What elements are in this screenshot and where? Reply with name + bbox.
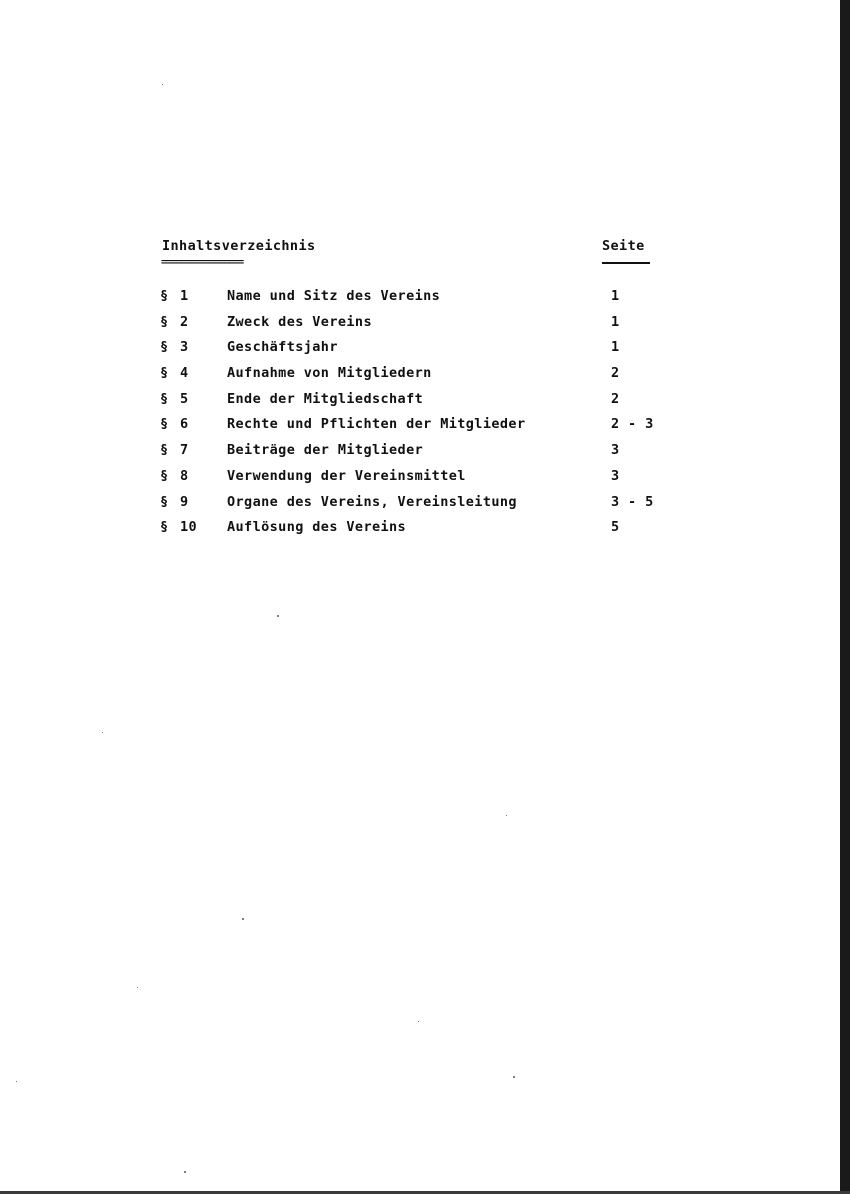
section-title: Geschäftsjahr <box>227 339 338 356</box>
section-number: 9 <box>180 493 189 510</box>
section-title: Aufnahme von Mitgliedern <box>227 365 432 382</box>
scan-speck <box>162 84 163 85</box>
scan-border-right <box>840 0 850 1194</box>
section-pages: 2 - 3 <box>611 416 654 433</box>
toc-header <box>160 236 680 284</box>
section-symbol: § <box>160 416 169 433</box>
toc-list <box>160 288 680 545</box>
page-column-underline <box>602 262 650 264</box>
section-symbol: § <box>160 519 169 536</box>
section-symbol: § <box>160 390 169 407</box>
section-symbol: § <box>160 442 169 459</box>
scan-speck <box>184 1171 186 1173</box>
table-of-contents <box>160 236 680 536</box>
section-title: Rechte und Pflichten der Mitglieder <box>227 416 526 433</box>
section-pages: 3 <box>611 442 620 459</box>
section-symbol: § <box>160 288 169 304</box>
toc-entry <box>160 288 680 314</box>
section-number: 5 <box>180 390 189 407</box>
section-title: Zweck des Vereins <box>227 313 372 330</box>
scan-speck <box>102 732 103 733</box>
section-symbol: § <box>160 467 169 484</box>
section-pages: 1 <box>611 339 620 356</box>
section-pages: 2 <box>611 365 620 382</box>
toc-entry <box>160 339 680 365</box>
section-symbol: § <box>160 493 169 510</box>
section-pages: 5 <box>611 519 620 536</box>
scan-speck <box>16 1081 17 1082</box>
toc-entry <box>160 416 680 442</box>
toc-entry <box>160 494 680 520</box>
scan-speck <box>513 1076 515 1078</box>
toc-entry <box>160 365 680 391</box>
section-symbol: § <box>160 339 169 356</box>
section-title: Verwendung der Vereinsmittel <box>227 467 466 484</box>
section-pages: 3 <box>611 467 620 484</box>
section-title: Organe des Vereins, Vereinsleitung <box>227 493 517 510</box>
section-title: Auflösung des Vereins <box>227 519 407 536</box>
section-pages: 2 <box>611 390 620 407</box>
section-title: Beiträge der Mitglieder <box>227 442 424 459</box>
toc-entry <box>160 314 680 340</box>
toc-entry <box>160 391 680 417</box>
scan-speck <box>418 1021 419 1022</box>
section-number: 7 <box>180 442 189 459</box>
scan-speck <box>506 815 507 816</box>
scan-speck <box>137 987 138 988</box>
toc-title: Inhaltsverzeichnis <box>162 238 316 254</box>
section-number: 8 <box>180 467 189 484</box>
section-title: Ende der Mitgliedschaft <box>227 390 424 407</box>
scan-speck <box>242 918 244 920</box>
section-number: 10 <box>180 519 198 536</box>
toc-entry <box>160 442 680 468</box>
section-number: 4 <box>180 365 189 382</box>
section-symbol: § <box>160 365 169 382</box>
toc-entry <box>160 468 680 494</box>
section-pages: 1 <box>611 313 620 330</box>
section-number: 2 <box>180 313 189 330</box>
scan-speck <box>277 615 279 617</box>
section-number: 3 <box>180 339 189 356</box>
section-pages: 3 - 5 <box>611 493 654 510</box>
section-pages: 1 <box>611 288 620 304</box>
section-symbol: § <box>160 313 169 330</box>
section-number: 1 <box>180 288 189 304</box>
section-title: Name und Sitz des Vereins <box>227 288 441 304</box>
page-column-header: Seite <box>602 238 645 254</box>
toc-entry <box>160 519 680 545</box>
section-number: 6 <box>180 416 189 433</box>
toc-title-underline: ================= <box>161 257 243 268</box>
